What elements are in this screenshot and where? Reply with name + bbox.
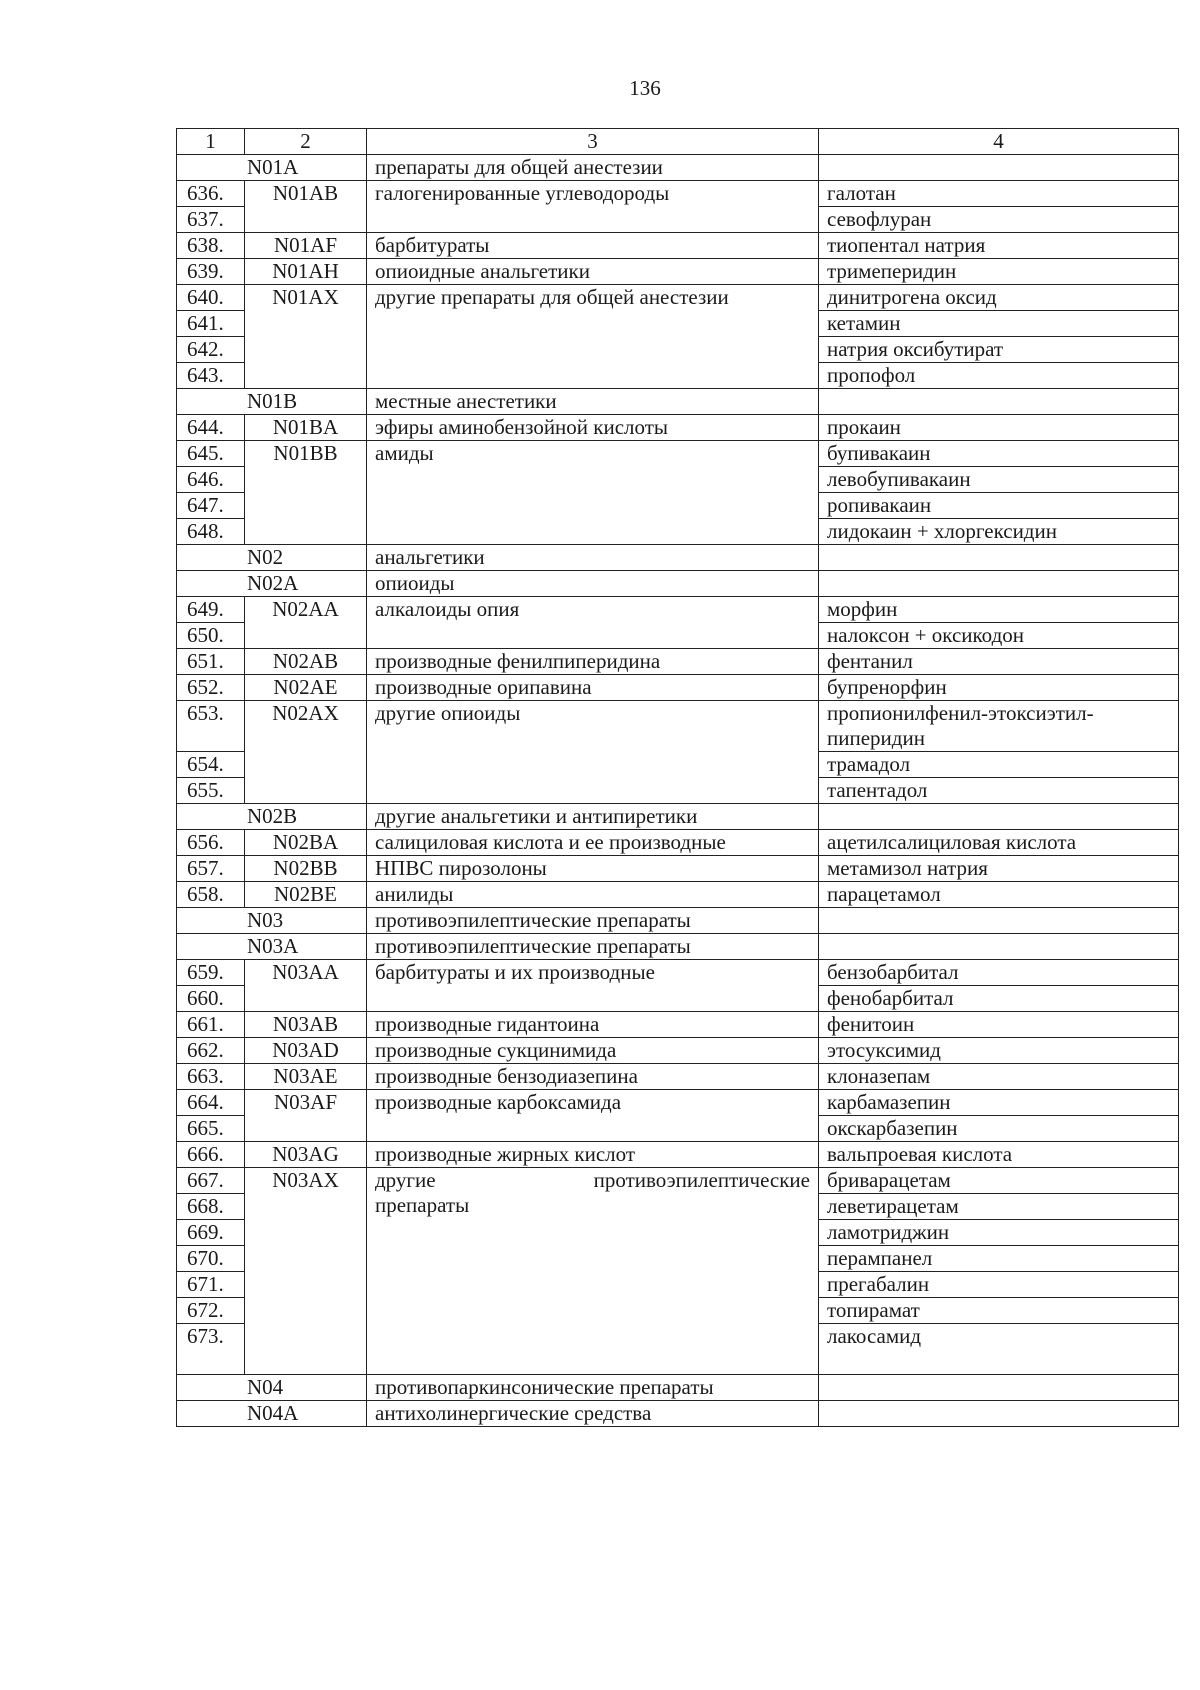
drug-cell: бупивакаин bbox=[819, 441, 1179, 467]
drug-cell: вальпроевая кислота bbox=[819, 1142, 1179, 1168]
drug-cell: налоксон + оксикодон bbox=[819, 623, 1179, 649]
atc-code-cell: N02BB bbox=[245, 856, 367, 882]
atc-code-cell: N01AB bbox=[245, 181, 367, 233]
drug-cell: тапентадол bbox=[819, 778, 1179, 804]
group-code-cell: N03 bbox=[177, 908, 367, 934]
table-row bbox=[177, 1038, 1179, 1064]
class-description-cell: производные жирных кислот bbox=[367, 1142, 819, 1168]
drug-cell: карбамазепин bbox=[819, 1090, 1179, 1116]
drug-cell bbox=[819, 804, 1179, 830]
drug-cell: галотан bbox=[819, 181, 1179, 207]
class-description-cell: опиоидные анальгетики bbox=[367, 259, 819, 285]
row-number-cell: 651. bbox=[177, 649, 245, 675]
drug-cell: прегабалин bbox=[819, 1272, 1179, 1298]
drug-cell: натрия оксибутират bbox=[819, 337, 1179, 363]
drug-cell bbox=[819, 545, 1179, 571]
drug-cell: ропивакаин bbox=[819, 493, 1179, 519]
row-number-cell: 646. bbox=[177, 467, 245, 493]
class-description-cell: производные карбоксамида bbox=[367, 1090, 819, 1142]
table-row bbox=[177, 701, 1179, 752]
drug-cell: левобупивакаин bbox=[819, 467, 1179, 493]
class-description-cell: производные гидантоина bbox=[367, 1012, 819, 1038]
table-row bbox=[177, 1012, 1179, 1038]
class-description-cell: НПВС пирозолоны bbox=[367, 856, 819, 882]
row-number-cell: 653. bbox=[177, 701, 245, 752]
row-number-cell: 658. bbox=[177, 882, 245, 908]
row-number-cell: 655. bbox=[177, 778, 245, 804]
drug-cell: бензобарбитал bbox=[819, 960, 1179, 986]
group-description-cell: противопаркинсонические препараты bbox=[367, 1375, 819, 1401]
atc-code-cell: N03AX bbox=[245, 1168, 367, 1375]
table-row bbox=[177, 675, 1179, 701]
group-row bbox=[177, 934, 1179, 960]
group-code-cell: N02 bbox=[177, 545, 367, 571]
row-number-cell: 644. bbox=[177, 415, 245, 441]
drug-cell: прокаин bbox=[819, 415, 1179, 441]
atc-code-cell: N01AX bbox=[245, 285, 367, 389]
row-number-cell: 640. bbox=[177, 285, 245, 311]
class-description-cell: другие опиоиды bbox=[367, 701, 819, 804]
table-row bbox=[177, 1064, 1179, 1090]
drug-cell bbox=[819, 934, 1179, 960]
table-row bbox=[177, 856, 1179, 882]
drug-classification-table bbox=[176, 128, 1179, 1427]
drug-cell bbox=[819, 1401, 1179, 1427]
group-row bbox=[177, 389, 1179, 415]
row-number-cell: 661. bbox=[177, 1012, 245, 1038]
row-number-cell: 670. bbox=[177, 1246, 245, 1272]
class-description-cell: производные бензодиазепина bbox=[367, 1064, 819, 1090]
drug-cell: этосуксимид bbox=[819, 1038, 1179, 1064]
drug-cell: ацетилсалициловая кислота bbox=[819, 830, 1179, 856]
drug-cell: окскарбазепин bbox=[819, 1116, 1179, 1142]
drug-cell bbox=[819, 701, 1179, 752]
table-row bbox=[177, 285, 1179, 311]
row-number-cell: 645. bbox=[177, 441, 245, 467]
drug-cell: трамадол bbox=[819, 752, 1179, 778]
atc-code-cell: N02AE bbox=[245, 675, 367, 701]
group-description-cell: противоэпилептические препараты bbox=[367, 934, 819, 960]
row-number-cell: 648. bbox=[177, 519, 245, 545]
row-number-cell: 652. bbox=[177, 675, 245, 701]
row-number-cell: 663. bbox=[177, 1064, 245, 1090]
table-row bbox=[177, 415, 1179, 441]
drug-line-1: лакосамид bbox=[827, 1324, 922, 1348]
table-row bbox=[177, 597, 1179, 623]
drug-cell: бриварацетам bbox=[819, 1168, 1179, 1194]
atc-code-cell: N02BA bbox=[245, 830, 367, 856]
row-number-cell: 671. bbox=[177, 1272, 245, 1298]
row-number-cell: 669. bbox=[177, 1220, 245, 1246]
table-row bbox=[177, 830, 1179, 856]
group-row bbox=[177, 908, 1179, 934]
class-description-cell: амиды bbox=[367, 441, 819, 545]
drug-cell: морфин bbox=[819, 597, 1179, 623]
class-description-cell bbox=[367, 1168, 819, 1375]
drug-cell: ламотриджин bbox=[819, 1220, 1179, 1246]
column-header-1: 1 bbox=[177, 129, 245, 155]
group-description-cell: опиоиды bbox=[367, 571, 819, 597]
column-header-3: 3 bbox=[367, 129, 819, 155]
row-number-cell: 659. bbox=[177, 960, 245, 986]
atc-code-cell: N03AF bbox=[245, 1090, 367, 1142]
description-line-2: препараты bbox=[375, 1193, 470, 1217]
class-description-cell: производные орипавина bbox=[367, 675, 819, 701]
drug-line-2: пиперидин bbox=[827, 726, 925, 750]
row-number-cell: 662. bbox=[177, 1038, 245, 1064]
drug-cell: топирамат bbox=[819, 1298, 1179, 1324]
row-number-cell: 641. bbox=[177, 311, 245, 337]
row-number-cell: 637. bbox=[177, 207, 245, 233]
atc-code-cell: N03AD bbox=[245, 1038, 367, 1064]
group-code-cell: N03A bbox=[177, 934, 367, 960]
group-description-cell: другие анальгетики и антипиретики bbox=[367, 804, 819, 830]
drug-line-2 bbox=[827, 1349, 1170, 1374]
drug-line-1: пропионилфенил-этоксиэтил- bbox=[827, 701, 1094, 725]
row-number-cell: 673. bbox=[177, 1324, 245, 1375]
drug-cell: леветирацетам bbox=[819, 1194, 1179, 1220]
row-number-cell: 664. bbox=[177, 1090, 245, 1116]
group-code-cell: N02A bbox=[177, 571, 367, 597]
group-description-cell: анальгетики bbox=[367, 545, 819, 571]
group-code-cell: N04 bbox=[177, 1375, 367, 1401]
table-row bbox=[177, 233, 1179, 259]
row-number-cell: 668. bbox=[177, 1194, 245, 1220]
row-number-cell: 667. bbox=[177, 1168, 245, 1194]
row-number-cell: 642. bbox=[177, 337, 245, 363]
group-description-cell: антихолинергические средства bbox=[367, 1401, 819, 1427]
group-row bbox=[177, 571, 1179, 597]
group-code-cell: N02B bbox=[177, 804, 367, 830]
table-row bbox=[177, 882, 1179, 908]
group-row bbox=[177, 545, 1179, 571]
atc-code-cell: N01BA bbox=[245, 415, 367, 441]
drug-cell bbox=[819, 389, 1179, 415]
drug-cell: кетамин bbox=[819, 311, 1179, 337]
table-row bbox=[177, 960, 1179, 986]
drug-cell: тримеперидин bbox=[819, 259, 1179, 285]
group-row bbox=[177, 804, 1179, 830]
class-description-cell: другие препараты для общей анестезии bbox=[367, 285, 819, 389]
row-number-cell: 639. bbox=[177, 259, 245, 285]
table-row bbox=[177, 1168, 1179, 1194]
drug-cell bbox=[819, 1324, 1179, 1375]
row-number-cell: 657. bbox=[177, 856, 245, 882]
atc-code-cell: N02AA bbox=[245, 597, 367, 649]
drug-cell bbox=[819, 908, 1179, 934]
table-header-row bbox=[177, 129, 1179, 155]
row-number-cell: 672. bbox=[177, 1298, 245, 1324]
drug-cell: парацетамол bbox=[819, 882, 1179, 908]
row-number-cell: 636. bbox=[177, 181, 245, 207]
table-row bbox=[177, 441, 1179, 467]
atc-code-cell: N03AE bbox=[245, 1064, 367, 1090]
drug-cell: клоназепам bbox=[819, 1064, 1179, 1090]
row-number-cell: 647. bbox=[177, 493, 245, 519]
description-line-1: другие противоэпилептические bbox=[375, 1168, 810, 1192]
atc-code-cell: N01AH bbox=[245, 259, 367, 285]
table-row bbox=[177, 1142, 1179, 1168]
drug-cell bbox=[819, 1375, 1179, 1401]
group-row bbox=[177, 155, 1179, 181]
row-number-cell: 656. bbox=[177, 830, 245, 856]
row-number-cell: 665. bbox=[177, 1116, 245, 1142]
table-row bbox=[177, 649, 1179, 675]
atc-code-cell: N03AA bbox=[245, 960, 367, 1012]
drug-cell: перампанел bbox=[819, 1246, 1179, 1272]
group-row bbox=[177, 1375, 1179, 1401]
row-number-cell: 638. bbox=[177, 233, 245, 259]
group-code-cell: N01B bbox=[177, 389, 367, 415]
atc-code-cell: N02AB bbox=[245, 649, 367, 675]
class-description-cell: производные сукцинимида bbox=[367, 1038, 819, 1064]
table-row bbox=[177, 181, 1179, 207]
atc-code-cell: N01AF bbox=[245, 233, 367, 259]
drug-cell: севофлуран bbox=[819, 207, 1179, 233]
atc-code-cell: N03AB bbox=[245, 1012, 367, 1038]
column-header-4: 4 bbox=[819, 129, 1179, 155]
drug-cell: бупренорфин bbox=[819, 675, 1179, 701]
atc-code-cell: N01BB bbox=[245, 441, 367, 545]
drug-cell: фенобарбитал bbox=[819, 986, 1179, 1012]
row-number-cell: 649. bbox=[177, 597, 245, 623]
drug-cell: динитрогена оксид bbox=[819, 285, 1179, 311]
drug-cell: тиопентал натрия bbox=[819, 233, 1179, 259]
drug-cell bbox=[819, 571, 1179, 597]
class-description-cell: эфиры аминобензойной кислоты bbox=[367, 415, 819, 441]
class-description-cell: галогенированные углеводороды bbox=[367, 181, 819, 233]
row-number-cell: 643. bbox=[177, 363, 245, 389]
class-description-cell: салициловая кислота и ее производные bbox=[367, 830, 819, 856]
page-number: 136 bbox=[629, 76, 661, 100]
class-description-cell: алкалоиды опия bbox=[367, 597, 819, 649]
group-description-cell: препараты для общей анестезии bbox=[367, 155, 819, 181]
class-description-cell: барбитураты и их производные bbox=[367, 960, 819, 1012]
group-row bbox=[177, 1401, 1179, 1427]
class-description-cell: анилиды bbox=[367, 882, 819, 908]
table-row bbox=[177, 259, 1179, 285]
row-number-cell: 666. bbox=[177, 1142, 245, 1168]
drug-cell: фентанил bbox=[819, 649, 1179, 675]
class-description-cell: барбитураты bbox=[367, 233, 819, 259]
class-description-cell: производные фенилпиперидина bbox=[367, 649, 819, 675]
row-number-cell: 660. bbox=[177, 986, 245, 1012]
table-row bbox=[177, 1090, 1179, 1116]
drug-cell: метамизол натрия bbox=[819, 856, 1179, 882]
drug-cell: фенитоин bbox=[819, 1012, 1179, 1038]
column-header-2: 2 bbox=[245, 129, 367, 155]
group-description-cell: противоэпилептические препараты bbox=[367, 908, 819, 934]
table-body bbox=[177, 129, 1179, 1427]
drug-cell: пропофол bbox=[819, 363, 1179, 389]
drug-cell bbox=[819, 155, 1179, 181]
atc-code-cell: N03AG bbox=[245, 1142, 367, 1168]
group-code-cell: N04A bbox=[177, 1401, 367, 1427]
atc-code-cell: N02BE bbox=[245, 882, 367, 908]
atc-code-cell: N02AX bbox=[245, 701, 367, 804]
drug-cell: лидокаин + хлоргексидин bbox=[819, 519, 1179, 545]
row-number-cell: 654. bbox=[177, 752, 245, 778]
group-description-cell: местные анестетики bbox=[367, 389, 819, 415]
row-number-cell: 650. bbox=[177, 623, 245, 649]
group-code-cell: N01A bbox=[177, 155, 367, 181]
